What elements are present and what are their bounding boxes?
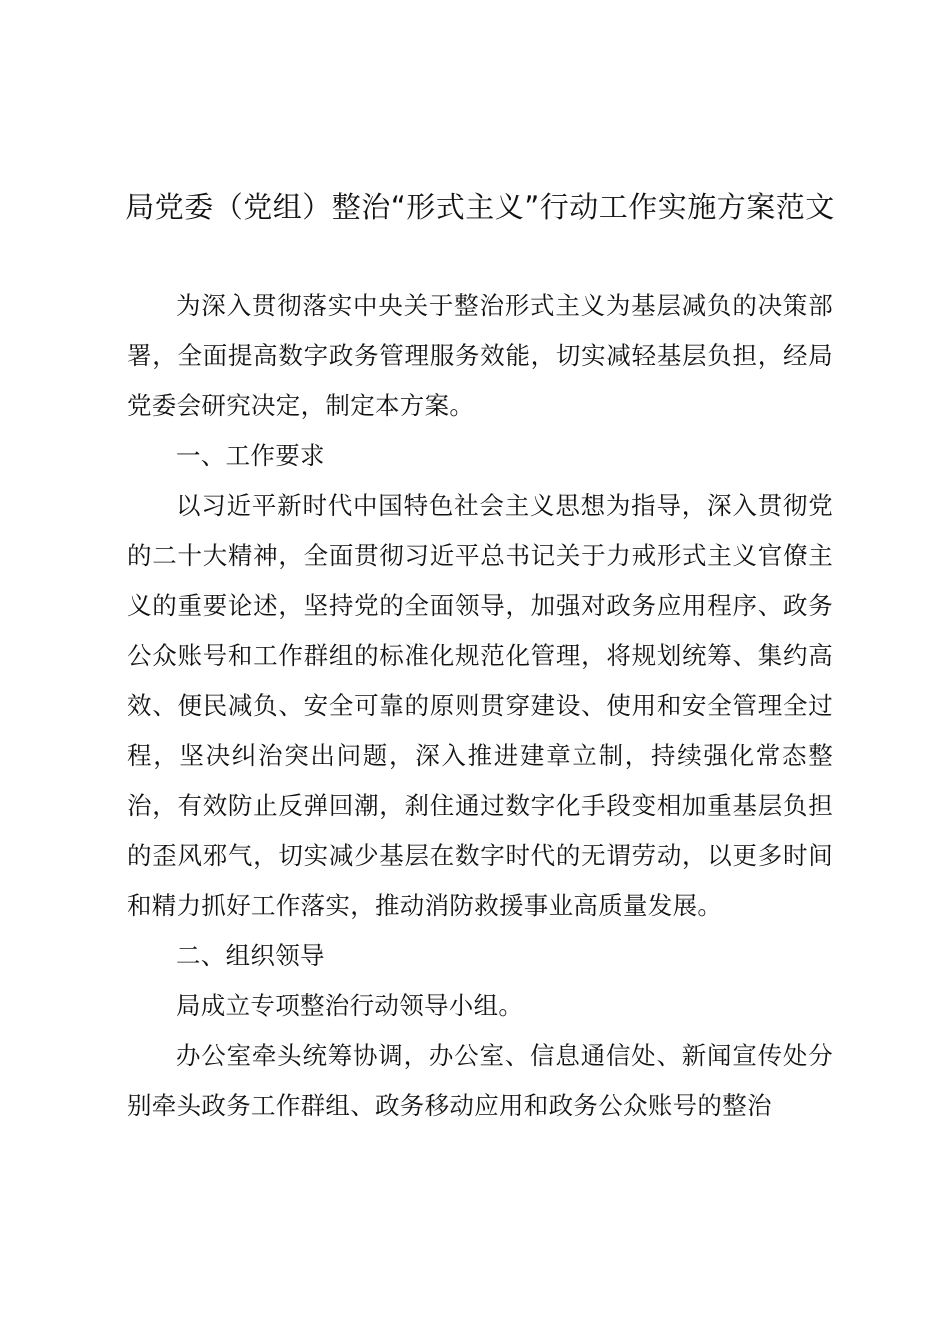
intro-paragraph: 为深入贯彻落实中央关于整治形式主义为基层减负的决策部署，全面提高数字政务管理服务效能，切实减轻基层负担，经局党委会研究决定，制定本方案。: [127, 291, 833, 420]
section-1-paragraph: 以习近平新时代中国特色社会主义思想为指导，深入贯彻党的二十大精神，全面贯彻习近平总书记关于力戒形式主义官僚主义的重要论述，坚持党的全面领导，加强对政务应用程序、政务公众账号和工作群组的标准化规范化管理，将规划统筹、集约高效、便民减负、安全可靠的原则贯穿建设、使用和安全管理全过程，坚决纠治突出问题，深入推进建章立制，持续强化常态整治，有效防止反弹回潮，刹住通过数字化手段变相加重基层负担的歪风邪气，切实减少基层在数字时代的无谓劳动，以更多时间和精力抓好工作落实，推动消防救援事业高质量发展。: [127, 491, 833, 920]
section-1-heading: 一、工作要求: [176, 441, 325, 470]
section-2-paragraph-2: 办公室牵头统筹协调，办公室、信息通信处、新闻宣传处分别牵头政务工作群组、政务移动应用和政务公众账号的整治: [127, 1041, 833, 1120]
document-body: [127, 281, 833, 1131]
document-title: 局党委（党组）整治“形式主义”行动工作实施方案范文: [125, 190, 835, 224]
section-2-heading: 二、组织领导: [176, 941, 325, 970]
section-2-paragraph-1: 局成立专项整治行动领导小组。: [176, 991, 524, 1020]
